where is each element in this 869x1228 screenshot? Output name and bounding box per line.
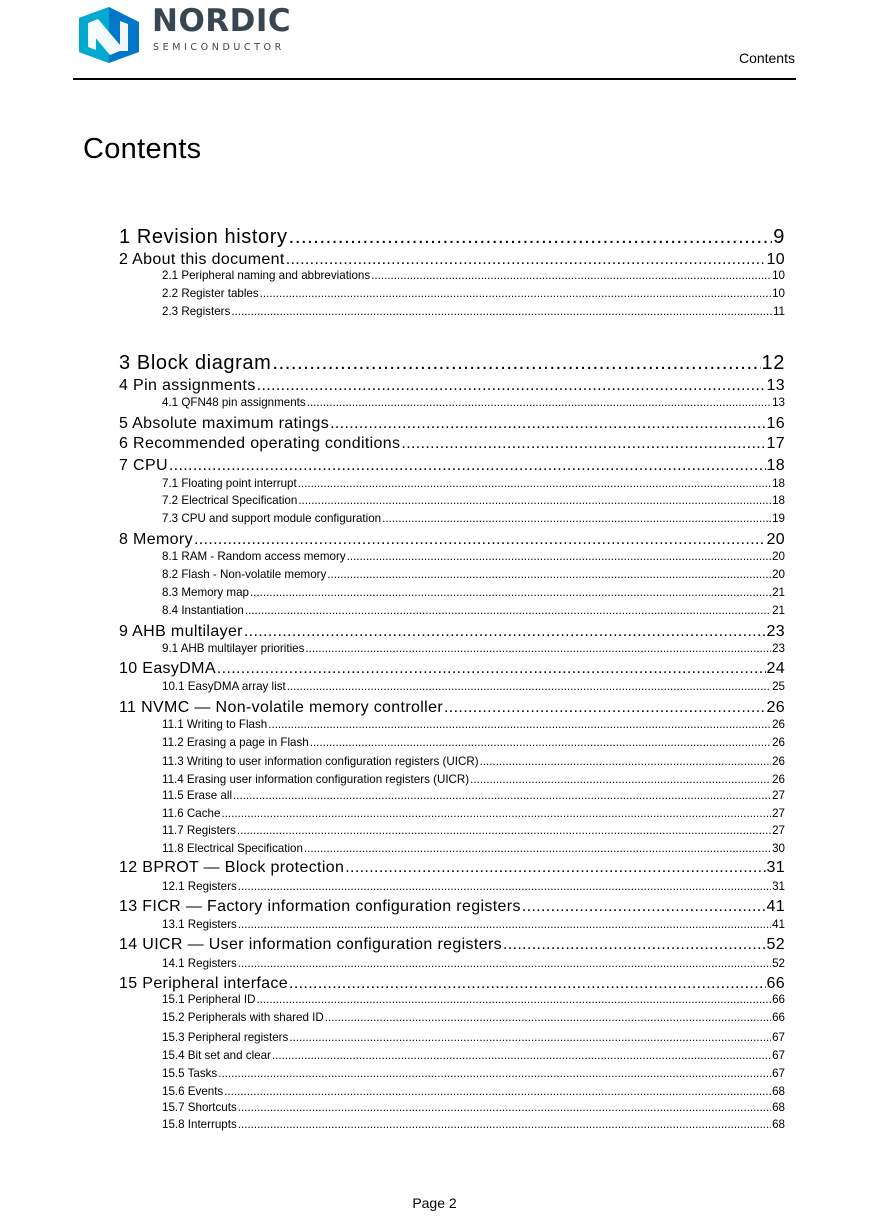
toc-entry-page: 66	[766, 975, 785, 992]
toc-entry-page: 20	[772, 568, 785, 581]
header-section-title: Contents	[738, 50, 795, 66]
toc-entry[interactable]	[119, 457, 785, 475]
toc-leader-dots	[217, 660, 766, 678]
toc-entry-page: 68	[772, 1085, 785, 1098]
toc-entry-label: 15 Peripheral interface	[119, 975, 289, 992]
toc-leader-dots	[307, 396, 771, 410]
toc-entry-label: 2.3 Registers	[162, 305, 231, 318]
toc-entry-page: 68	[772, 1118, 785, 1131]
toc-entry-page: 26	[772, 718, 785, 731]
toc-entry[interactable]	[119, 352, 785, 374]
toc-leader-dots	[298, 477, 771, 491]
page-title: Contents	[83, 133, 202, 165]
toc-entry-label: 15.1 Peripheral ID	[162, 993, 256, 1006]
toc-entry[interactable]	[162, 477, 785, 491]
toc-entry-page: 52	[766, 936, 785, 953]
toc-entry-page: 52	[772, 957, 785, 970]
toc-entry-page: 31	[766, 859, 785, 876]
toc-entry-page: 41	[766, 898, 785, 915]
logo-wordmark: NORDIC	[152, 3, 292, 39]
toc-entry[interactable]	[162, 1011, 785, 1025]
toc-entry[interactable]	[162, 957, 785, 971]
toc-entry-page: 11	[772, 305, 785, 318]
toc-leader-dots	[238, 880, 771, 894]
toc-entry-label: 15.8 Interrupts	[162, 1118, 237, 1131]
toc-entry-page: 26	[766, 699, 785, 716]
toc-entry-label: 8.1 RAM - Random access memory	[162, 550, 346, 563]
toc-entry-page: 31	[772, 880, 785, 893]
toc-entry-page: 67	[772, 1049, 785, 1062]
toc-leader-dots	[304, 842, 771, 856]
toc-leader-dots	[238, 1101, 771, 1115]
toc-entry-page: 18	[772, 494, 785, 507]
toc-entry-label: 15.2 Peripherals with shared ID	[162, 1011, 324, 1024]
toc-entry-label: 3 Block diagram	[119, 352, 272, 374]
toc-entry-label: 1 Revision history	[119, 226, 288, 248]
toc-entry-label: 13.1 Registers	[162, 918, 237, 931]
toc-entry[interactable]	[162, 550, 785, 564]
toc-entry[interactable]	[162, 269, 785, 283]
toc-entry-page: 17	[766, 435, 785, 452]
toc-entry-page: 21	[772, 586, 785, 599]
toc-entry-label: 11.5 Erase all	[162, 789, 233, 802]
toc-leader-dots	[169, 457, 766, 475]
toc-entry-label: 2.1 Peripheral naming and abbreviations	[162, 269, 371, 282]
toc-entry-label: 7 CPU	[119, 457, 168, 474]
toc-entry[interactable]	[119, 531, 785, 549]
toc-entry-label: 11.7 Registers	[162, 824, 236, 837]
toc-entry[interactable]	[162, 755, 785, 769]
page-number: Page 2	[412, 1195, 457, 1211]
toc-entry[interactable]	[162, 1085, 785, 1099]
toc-leader-dots	[330, 415, 765, 433]
toc-entry-page: 21	[772, 604, 785, 617]
toc-leader-dots	[244, 623, 766, 641]
toc-entry[interactable]	[119, 975, 785, 993]
toc-entry-label: 9.1 AHB multilayer priorities	[162, 642, 305, 655]
toc-leader-dots	[224, 1085, 771, 1099]
toc-entry-label: 15.5 Tasks	[162, 1067, 218, 1080]
toc-leader-dots	[345, 859, 765, 877]
toc-entry-label: 11.6 Cache	[162, 807, 221, 820]
toc-leader-dots	[401, 435, 765, 453]
nordic-logo	[76, 3, 292, 64]
toc-entry-page: 23	[766, 623, 785, 640]
toc-entry-page: 12	[761, 352, 785, 374]
toc-entry[interactable]	[119, 415, 785, 433]
toc-leader-dots	[444, 699, 765, 717]
toc-entry[interactable]	[162, 807, 785, 821]
toc-entry-label: 7.2 Electrical Specification	[162, 494, 298, 507]
toc-entry-page: 26	[772, 736, 785, 749]
toc-entry[interactable]	[162, 880, 785, 894]
toc-leader-dots	[237, 824, 771, 838]
toc-entry-label: 4 Pin assignments	[119, 377, 256, 394]
toc-entry-page: 20	[772, 550, 785, 563]
toc-leader-dots	[233, 789, 771, 803]
toc-entry[interactable]	[162, 824, 785, 838]
toc-entry-label: 11.4 Erasing user information configuration registers (UICR)	[162, 773, 470, 786]
toc-entry-label: 8.4 Instantiation	[162, 604, 244, 617]
toc-entry[interactable]	[162, 1049, 785, 1063]
toc-leader-dots	[238, 1118, 771, 1132]
toc-leader-dots	[382, 512, 771, 526]
toc-leader-dots	[260, 287, 771, 301]
toc-entry-page: 26	[772, 773, 785, 786]
toc-entry[interactable]	[119, 377, 785, 395]
toc-entry-page: 67	[772, 1031, 785, 1044]
toc-leader-dots	[231, 305, 772, 319]
toc-entry[interactable]	[162, 680, 785, 694]
toc-entry-label: 2.2 Register tables	[162, 287, 259, 300]
toc-entry-label: 10 EasyDMA	[119, 660, 216, 677]
toc-entry[interactable]	[162, 993, 785, 1007]
toc-leader-dots	[305, 642, 771, 656]
toc-entry-label: 13 FICR — Factory information configuration registers	[119, 898, 521, 915]
toc-entry-label: 12.1 Registers	[162, 880, 237, 893]
toc-entry-page: 41	[772, 918, 785, 931]
toc-entry-label: 5 Absolute maximum ratings	[119, 415, 330, 432]
toc-entry-label: 9 AHB multilayer	[119, 623, 243, 640]
toc-entry[interactable]	[162, 512, 785, 526]
toc-entry-page: 13	[772, 396, 785, 409]
toc-entry[interactable]	[119, 859, 785, 877]
toc-entry[interactable]	[162, 789, 785, 803]
toc-entry-page: 27	[772, 789, 785, 802]
toc-entry[interactable]	[162, 1067, 785, 1081]
toc-entry-page: 10	[772, 269, 785, 282]
toc-entry[interactable]	[162, 1118, 785, 1132]
logo-subtext: SEMICONDUCTOR	[153, 42, 285, 53]
toc-entry-page: 13	[766, 377, 785, 394]
toc-entry[interactable]	[162, 494, 785, 508]
toc-entry-page: 20	[766, 531, 785, 548]
toc-leader-dots	[245, 604, 771, 618]
toc-entry-page: 9	[773, 226, 785, 248]
toc-leader-dots	[257, 377, 766, 395]
toc-entry-label: 11.3 Writing to user information configuration registers (UICR)	[162, 755, 479, 768]
toc-leader-dots	[268, 718, 771, 732]
toc-leader-dots	[327, 568, 771, 582]
toc-entry[interactable]	[162, 604, 785, 618]
toc-entry-label: 12 BPROT — Block protection	[119, 859, 345, 876]
nordic-logo-mark-icon	[76, 6, 142, 64]
toc-entry[interactable]	[162, 773, 785, 787]
toc-entry-page: 19	[772, 512, 785, 525]
toc-entry-page: 27	[772, 807, 785, 820]
toc-entry-label: 7.1 Floating point interrupt	[162, 477, 297, 490]
toc-entry-label: 8 Memory	[119, 531, 193, 548]
toc-entry-page: 66	[772, 993, 785, 1006]
toc-entry[interactable]	[162, 568, 785, 582]
toc-leader-dots	[250, 586, 771, 600]
toc-entry-label: 11 NVMC — Non-volatile memory controller	[119, 699, 444, 716]
toc-leader-dots	[238, 918, 771, 932]
toc-entry[interactable]	[162, 918, 785, 932]
toc-entry-label: 8.3 Memory map	[162, 586, 249, 599]
toc-entry[interactable]	[119, 936, 785, 954]
toc-entry[interactable]	[119, 251, 785, 269]
toc-entry-page: 18	[766, 457, 785, 474]
toc-entry-label: 10.1 EasyDMA array list	[162, 680, 286, 693]
toc-entry-label: 4.1 QFN48 pin assignments	[162, 396, 306, 409]
toc-entry[interactable]	[119, 435, 785, 453]
toc-entry[interactable]	[162, 586, 785, 600]
toc-entry-label: 2 About this document	[119, 251, 285, 268]
toc-entry-label: 15.7 Shortcuts	[162, 1101, 237, 1114]
toc-leader-dots	[289, 226, 773, 248]
toc-leader-dots	[298, 494, 771, 508]
toc-entry[interactable]	[119, 623, 785, 641]
toc-entry-page: 66	[772, 1011, 785, 1024]
toc-entry-page: 26	[772, 755, 785, 768]
toc-entry-page: 23	[772, 642, 785, 655]
toc-entry[interactable]	[162, 842, 785, 856]
toc-entry[interactable]	[162, 1031, 785, 1045]
toc-leader-dots	[347, 550, 771, 564]
toc-leader-dots	[289, 975, 765, 993]
toc-leader-dots	[522, 898, 766, 916]
toc-entry-label: 14.1 Registers	[162, 957, 237, 970]
toc-entry-page: 30	[772, 842, 785, 855]
toc-entry[interactable]	[119, 699, 785, 717]
toc-entry[interactable]	[162, 396, 785, 410]
toc-entry-label: 11.1 Writing to Flash	[162, 718, 268, 731]
header-divider	[73, 78, 796, 80]
toc-entry-label: 11.8 Electrical Specification	[162, 842, 303, 855]
toc-entry-page: 10	[772, 287, 785, 300]
toc-entry-label: 15.4 Bit set and clear	[162, 1049, 271, 1062]
toc-entry-page: 68	[772, 1101, 785, 1114]
toc-leader-dots	[371, 269, 771, 283]
toc-entry[interactable]	[162, 736, 785, 750]
toc-leader-dots	[221, 807, 771, 821]
toc-entry-label: 7.3 CPU and support module configuration	[162, 512, 382, 525]
toc-entry-page: 24	[766, 660, 785, 677]
toc-leader-dots	[470, 773, 771, 787]
toc-entry[interactable]	[162, 642, 785, 656]
toc-entry-label: 8.2 Flash - Non-volatile memory	[162, 568, 327, 581]
toc-entry-label: 15.3 Peripheral registers	[162, 1031, 289, 1044]
toc-entry-label: 6 Recommended operating conditions	[119, 435, 401, 452]
toc-entry[interactable]	[119, 898, 785, 916]
toc-entry[interactable]	[119, 226, 785, 248]
toc-entry[interactable]	[162, 1101, 785, 1115]
toc-entry-page: 16	[766, 415, 785, 432]
toc-leader-dots	[238, 957, 771, 971]
toc-entry-page: 27	[772, 824, 785, 837]
toc-entry-page: 10	[766, 251, 785, 268]
toc-leader-dots	[218, 1067, 771, 1081]
toc-entry[interactable]	[162, 718, 785, 732]
toc-leader-dots	[289, 1031, 771, 1045]
toc-entry[interactable]	[119, 660, 785, 678]
toc-entry-label: 15.6 Events	[162, 1085, 224, 1098]
toc-leader-dots	[310, 736, 771, 750]
toc-leader-dots	[480, 755, 772, 769]
toc-leader-dots	[272, 1049, 771, 1063]
toc-entry[interactable]	[162, 287, 785, 301]
toc-entry-page: 18	[772, 477, 785, 490]
toc-entry-page: 25	[772, 680, 785, 693]
toc-leader-dots	[287, 680, 771, 694]
toc-leader-dots	[325, 1011, 771, 1025]
toc-entry-label: 14 UICR — User information configuration registers	[119, 936, 502, 953]
toc-entry-page: 67	[772, 1067, 785, 1080]
toc-leader-dots	[272, 352, 760, 374]
toc-leader-dots	[256, 993, 771, 1007]
toc-leader-dots	[286, 251, 766, 269]
toc-leader-dots	[194, 531, 766, 549]
toc-leader-dots	[503, 936, 766, 954]
toc-entry-label: 11.2 Erasing a page in Flash	[162, 736, 309, 749]
toc-entry[interactable]	[162, 305, 785, 319]
